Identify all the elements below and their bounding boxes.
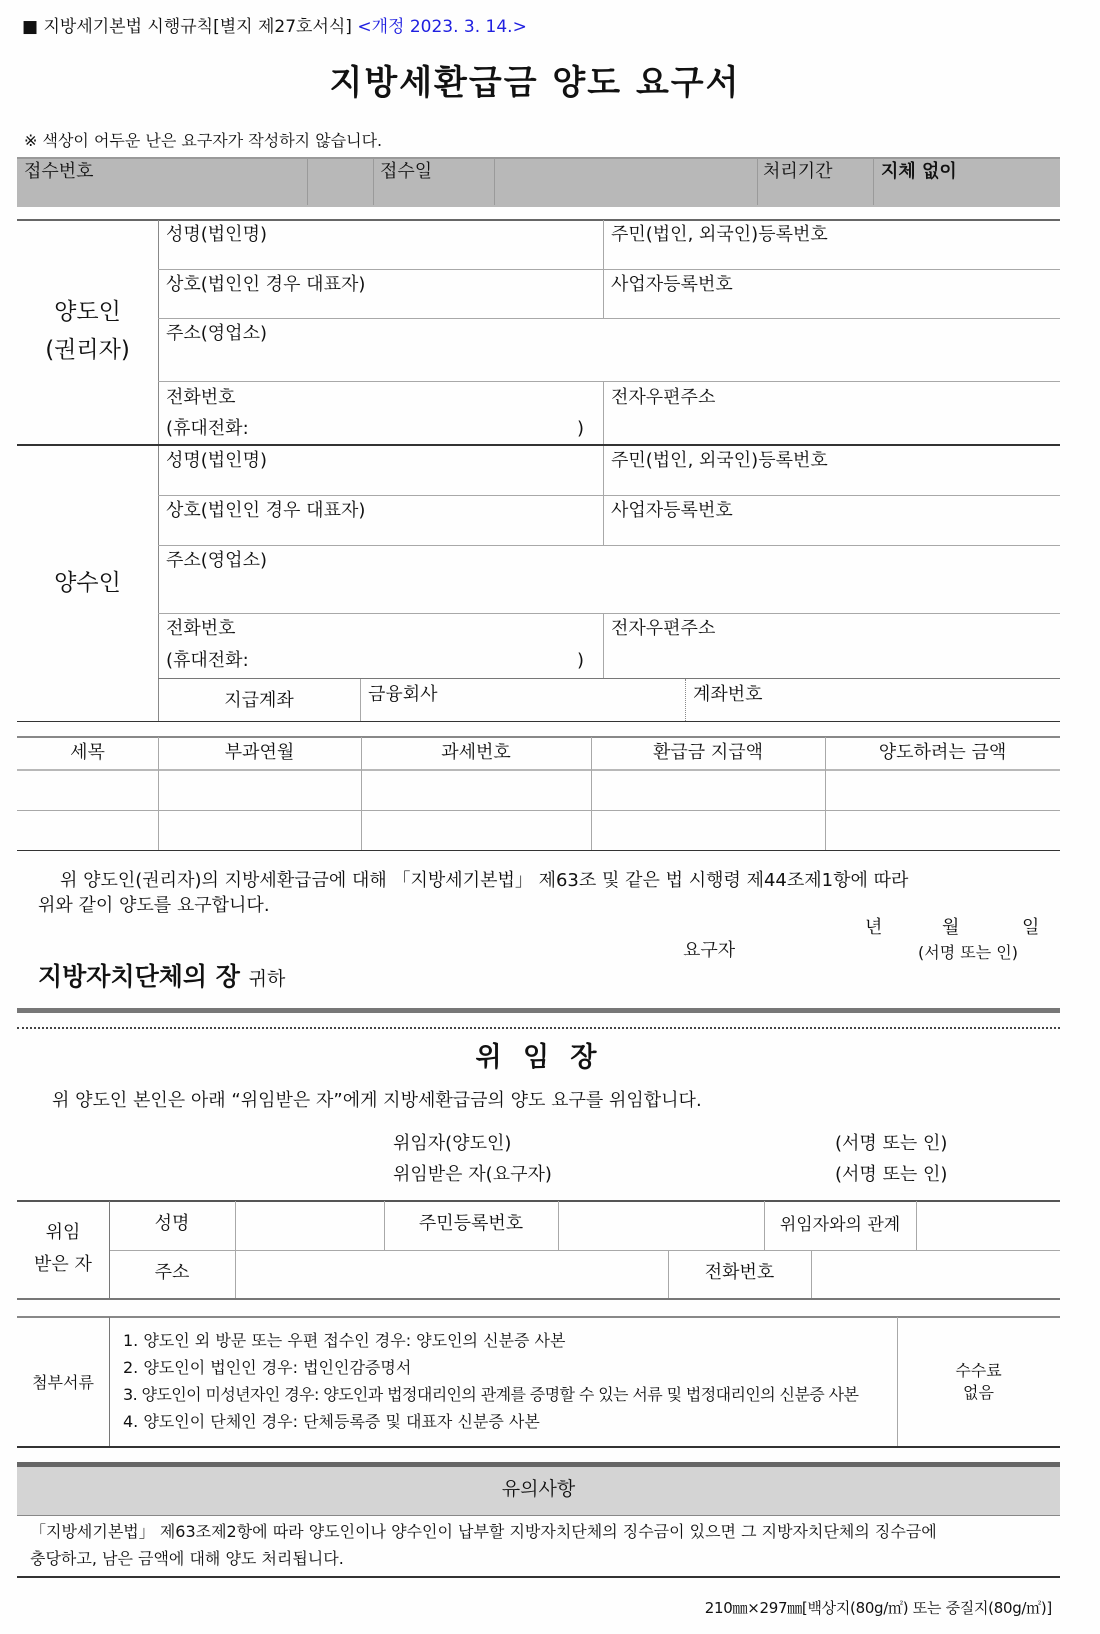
row-divider	[109, 1250, 1060, 1251]
table-top-border	[17, 736, 1060, 738]
processing-period-value: 지체 없이	[881, 161, 957, 182]
addressee-name: 지방자치단체의 장	[38, 962, 240, 991]
attachment-item-3: 3. 양도인이 미성년자인 경우: 양도인과 법정대리인의 관계를 증명할 수 있는 서류 및 법정대리인의 신분증 사본	[123, 1385, 859, 1404]
row-divider	[158, 613, 1060, 614]
section-thick-divider	[17, 1008, 1060, 1013]
table-row-2-refund-amount[interactable]	[595, 814, 825, 848]
assignee-biz-label: 사업자등록번호	[611, 500, 733, 521]
table-row-1-transfer-amount[interactable]	[829, 774, 1059, 808]
assignor-trade-input[interactable]	[166, 296, 600, 318]
year-label: 년	[865, 917, 883, 938]
delegation-text: 위 양도인 본인은 아래 “위임받은 자”에게 지방세환급금의 양도 요구를 위임합니다.	[52, 1090, 702, 1111]
divider	[873, 158, 874, 205]
table-row-1-levy-month[interactable]	[162, 774, 361, 808]
row-divider	[158, 545, 1060, 546]
delegate-address-input[interactable]	[240, 1255, 668, 1295]
requester-sign-label: (서명 또는 인)	[918, 943, 1018, 962]
row-divider	[158, 318, 1060, 319]
assignee-reg-input[interactable]	[611, 472, 1055, 496]
requester-label: 요구자	[683, 940, 736, 961]
col-header-levy-month: 부과연월	[224, 742, 295, 763]
delegate-label: 위임받은 자(요구자)	[393, 1164, 552, 1185]
table-row-2-tax-number[interactable]	[365, 814, 591, 848]
assignor-section-sublabel: (권리자)	[45, 337, 130, 363]
table-row-2-transfer-amount[interactable]	[829, 814, 1059, 848]
assignee-name-label: 성명(법인명)	[166, 450, 267, 471]
fee-value: 없음	[963, 1383, 994, 1402]
receipt-date-label: 접수일	[380, 161, 433, 182]
assignor-name-label: 성명(법인명)	[166, 224, 267, 245]
notice-line-1: 「지방세기본법」 제63조제2항에 따라 양도인이나 양수인이 납부할 지방자치단체의 징수금이 있으면 그 지방자치단체의 징수금에	[30, 1522, 937, 1541]
addressee-suffix: 귀하	[248, 968, 286, 990]
table-row-2-tax-item[interactable]	[20, 814, 158, 848]
assignor-address-input[interactable]	[166, 347, 1050, 379]
delegate-reg-label: 주민등록번호	[418, 1213, 524, 1234]
form-reference-text: 지방세기본법 시행규칙[별지 제27호서식]	[43, 17, 352, 37]
processing-period-label: 처리기간	[763, 161, 833, 182]
assignee-section-label: 양수인	[54, 570, 121, 596]
square-bullet-icon: ■	[22, 17, 44, 37]
assignor-email-input[interactable]	[611, 412, 1055, 440]
assignor-address-label: 주소(영업소)	[166, 323, 267, 344]
table-header-border	[17, 769, 1060, 771]
notice-bottom-border	[17, 1576, 1060, 1578]
row-divider	[158, 495, 1060, 496]
paper-spec: 210㎜×297㎜[백상지(80g/㎡) 또는 중질지(80g/㎡)]	[704, 1599, 1052, 1617]
delegate-name-input[interactable]	[240, 1206, 384, 1246]
assignor-name-input[interactable]	[166, 246, 600, 270]
delegate-reg-input[interactable]	[562, 1206, 764, 1246]
col-header-tax-number: 과세번호	[441, 742, 511, 763]
row-divider	[158, 678, 1060, 679]
delegate-name-label: 성명	[154, 1213, 190, 1234]
cut-line	[17, 1027, 1060, 1029]
table-row-divider	[17, 810, 1060, 811]
assignee-mobile-input[interactable]	[262, 650, 576, 674]
delegate-phone-label: 전화번호	[704, 1262, 775, 1283]
bank-label: 금융회사	[368, 684, 438, 705]
receipt-number-label: 접수번호	[24, 161, 94, 182]
attachment-item-4: 4. 양도인이 단체인 경우: 단체등록증 및 대표자 신분증 사본	[123, 1412, 540, 1431]
attachments-top-border	[17, 1316, 1060, 1318]
bank-input[interactable]	[368, 706, 682, 722]
relation-label: 위임자와의 관계	[779, 1215, 901, 1235]
page-title: 지방세환급금 양도 요구서	[329, 63, 741, 103]
col-header-tax-item: 세목	[70, 742, 105, 763]
assignor-biz-label: 사업자등록번호	[611, 274, 733, 295]
assignee-reg-label: 주민(법인, 외국인)등록번호	[611, 450, 828, 471]
notice-title: 유의사항	[501, 1478, 576, 1500]
divider	[494, 158, 495, 205]
assignor-section-label: 양도인	[54, 299, 121, 325]
assignor-phone-label: 전화번호	[166, 387, 236, 408]
assignee-address-input[interactable]	[166, 576, 1050, 610]
shaded-cells-note: ※ 색상이 어두운 난은 요구자가 작성하지 않습니다.	[24, 131, 383, 150]
divider	[603, 382, 604, 444]
assignee-biz-input[interactable]	[611, 522, 1055, 544]
fee-label: 수수료	[955, 1361, 1002, 1380]
notice-line-2: 충당하고, 남은 금액에 대해 양도 처리됩니다.	[30, 1549, 344, 1568]
assignor-mobile-label: (휴대전화:	[166, 418, 249, 439]
divider	[757, 158, 758, 205]
assignee-trade-input[interactable]	[166, 522, 600, 544]
divider	[603, 446, 604, 546]
assignee-email-input[interactable]	[611, 644, 1055, 672]
account-number-input[interactable]	[693, 706, 1057, 722]
account-number-label: 계좌번호	[693, 684, 763, 705]
divider	[603, 614, 604, 678]
section-divider	[17, 444, 1060, 446]
paren-close: )	[577, 650, 585, 671]
assignor-email-label: 전자우편주소	[611, 387, 716, 408]
table-row-2-levy-month[interactable]	[162, 814, 361, 848]
table-bottom-border	[17, 1298, 1060, 1300]
assignor-trade-label: 상호(법인인 경우 대표자)	[166, 274, 366, 295]
delegator-sign-label: (서명 또는 인)	[835, 1133, 948, 1154]
attachment-item-2: 2. 양도인이 법인인 경우: 법인인감증명서	[123, 1358, 412, 1377]
divider	[307, 158, 308, 205]
divider	[109, 1317, 110, 1446]
divider	[235, 1201, 236, 1298]
assignor-reg-label: 주민(법인, 외국인)등록번호	[611, 224, 828, 245]
attachments-label: 첨부서류	[32, 1373, 94, 1392]
col-header-transfer-amount: 양도하려는 금액	[878, 742, 1007, 763]
assignee-trade-label: 상호(법인인 경우 대표자)	[166, 500, 366, 521]
addressee	[38, 962, 285, 994]
assignee-name-input[interactable]	[166, 472, 600, 496]
section-bottom-border	[17, 721, 1060, 722]
divider	[558, 1201, 559, 1250]
divider	[373, 158, 374, 205]
divider	[360, 679, 361, 721]
delegator-label: 위임자(양도인)	[393, 1133, 512, 1154]
delegate-section-sublabel: 받은 자	[34, 1254, 92, 1275]
divider	[811, 1251, 812, 1298]
table-row-1-tax-item[interactable]	[20, 774, 158, 808]
relation-input[interactable]	[920, 1206, 1060, 1246]
delegate-section-label: 위임	[45, 1222, 81, 1243]
divider	[916, 1201, 917, 1250]
day-label: 일	[1022, 917, 1040, 938]
form-reference	[22, 16, 527, 38]
delegate-address-label: 주소	[154, 1262, 190, 1283]
divider	[685, 679, 686, 721]
col-header-refund-amount: 환급금 지급액	[652, 742, 764, 763]
assignor-mobile-input[interactable]	[262, 418, 576, 442]
statement-line-2: 위와 같이 양도를 요구합니다.	[38, 895, 270, 916]
assignee-address-label: 주소(영업소)	[166, 550, 267, 571]
assignor-biz-input[interactable]	[611, 296, 1055, 318]
table-bottom-border	[17, 850, 1060, 851]
section-label-divider	[158, 220, 159, 722]
paren-close: )	[577, 418, 585, 439]
attachment-item-1: 1. 양도인 외 방문 또는 우편 접수인 경우: 양도인의 신분증 사본	[123, 1331, 566, 1350]
statement-line-1: 위 양도인(권리자)의 지방세환급금에 대해 「지방세기본법」 제63조 및 같은 법 시행령 제44조제1항에 따라	[60, 870, 909, 891]
table-top-border	[17, 1200, 1060, 1202]
table-row-1-refund-amount[interactable]	[595, 774, 825, 808]
attachments-bottom-border	[17, 1446, 1060, 1448]
row-divider	[158, 381, 1060, 382]
payment-account-label: 지급계좌	[224, 690, 294, 711]
assignor-reg-input[interactable]	[611, 246, 1055, 270]
row-divider	[158, 269, 1060, 270]
assignee-email-label: 전자우편주소	[611, 618, 716, 639]
delegation-title: 위 임 장	[475, 1042, 603, 1073]
delegate-phone-input[interactable]	[815, 1255, 1059, 1295]
assignee-mobile-label: (휴대전화:	[166, 650, 249, 671]
table-row-1-tax-number[interactable]	[365, 774, 591, 808]
assignee-phone-label: 전화번호	[166, 618, 236, 639]
revision-date: <개정 2023. 3. 14.>	[357, 17, 527, 37]
delegate-sign-label: (서명 또는 인)	[835, 1164, 948, 1185]
month-label: 월	[942, 917, 960, 938]
section-top-border	[17, 219, 1060, 221]
